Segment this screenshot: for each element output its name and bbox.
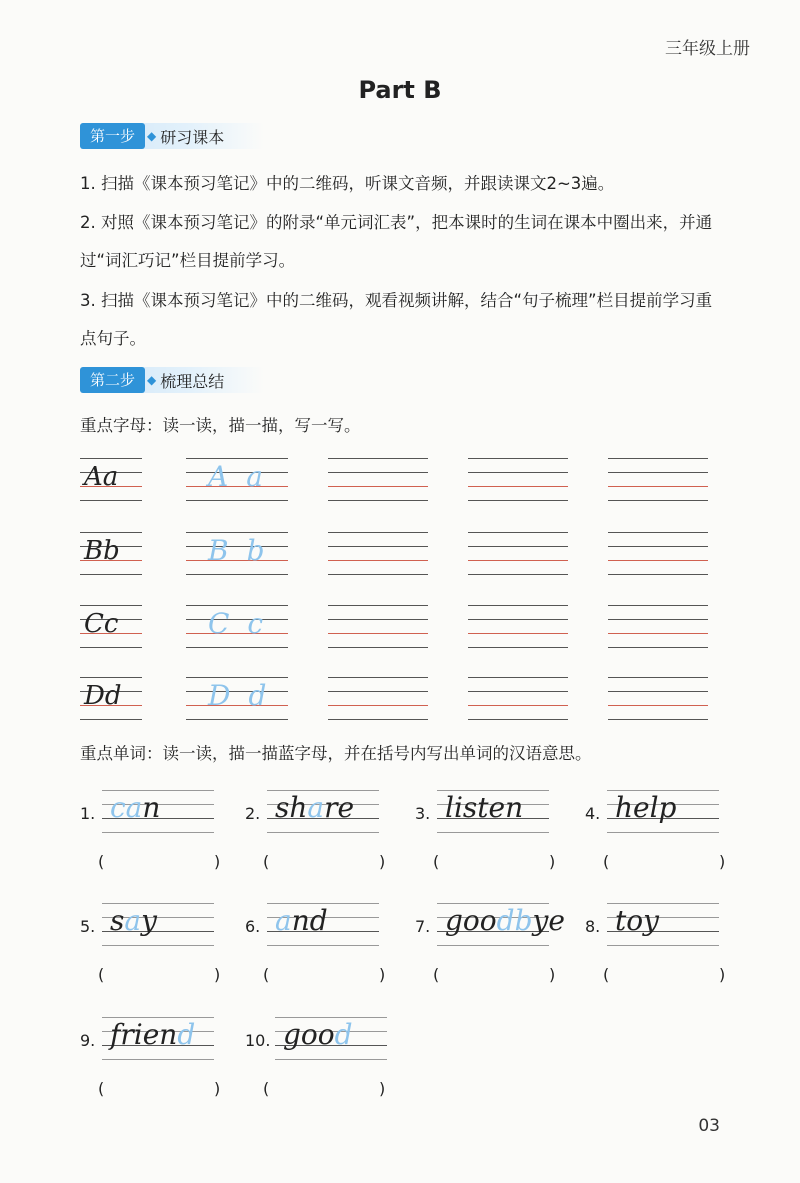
- word-black-part: ye: [532, 904, 565, 937]
- grid-line: [607, 832, 719, 833]
- answer-paren-left[interactable]: (: [603, 965, 610, 984]
- grid-line: [468, 546, 568, 547]
- word-number: 2.: [245, 804, 261, 823]
- grid-line: [80, 719, 142, 720]
- grid-line: [608, 619, 708, 620]
- trace-letters: Cc: [208, 607, 282, 640]
- grid-line: [328, 486, 428, 487]
- grid-line: [102, 1059, 214, 1060]
- practice-word: [615, 905, 659, 937]
- grid-line: [80, 647, 142, 648]
- word-black-part: y: [141, 904, 157, 937]
- grid-line: [468, 705, 568, 706]
- step2-number: 第二步: [80, 367, 145, 393]
- grid-line: [608, 486, 708, 487]
- trace-letters: Aa: [208, 460, 281, 493]
- word-black-part: goo: [445, 904, 497, 937]
- grid-line: [608, 472, 708, 473]
- grid-line: [328, 619, 428, 620]
- letter-grid[interactable]: [468, 532, 568, 574]
- grid-line: [186, 500, 288, 501]
- word-blue-part: a: [275, 904, 292, 937]
- practice-word: [615, 792, 676, 824]
- word-black-part: nd: [291, 904, 328, 937]
- word-black-part: re: [324, 791, 355, 824]
- grid-line: [608, 705, 708, 706]
- grid-line: [608, 677, 708, 678]
- grid-line: [468, 486, 568, 487]
- word-number: 8.: [585, 917, 601, 936]
- grid-line: [468, 677, 568, 678]
- word-black-part: listen: [445, 791, 524, 824]
- step1-number: 第一步: [80, 123, 145, 149]
- word-grid: [102, 1017, 214, 1059]
- grid-line: [468, 532, 568, 533]
- word-number: 7.: [415, 917, 431, 936]
- word-blue-part: db: [496, 904, 533, 937]
- grid-line: [80, 532, 142, 533]
- grid-line: [186, 605, 288, 606]
- letter-grid: [186, 605, 288, 647]
- answer-paren-right[interactable]: ): [549, 965, 556, 984]
- practice-word: [283, 1019, 353, 1051]
- grid-line: [267, 945, 379, 946]
- trace-letters: Bb: [208, 534, 283, 567]
- grid-line: [186, 719, 288, 720]
- grid-line: [102, 945, 214, 946]
- grid-line: [468, 458, 568, 459]
- answer-paren-right[interactable]: ): [719, 965, 726, 984]
- grid-line: [608, 532, 708, 533]
- letter-grid[interactable]: [328, 532, 428, 574]
- grid-line: [468, 500, 568, 501]
- word-blue-part: d: [334, 1018, 353, 1051]
- grid-line: [186, 574, 288, 575]
- grid-line: [328, 633, 428, 634]
- letter-grid: [186, 532, 288, 574]
- answer-paren-left[interactable]: (: [263, 1079, 270, 1098]
- grid-line: [328, 458, 428, 459]
- word-number: 9.: [80, 1031, 96, 1050]
- grid-line: [608, 560, 708, 561]
- answer-paren-left[interactable]: (: [433, 965, 440, 984]
- grid-line: [186, 677, 288, 678]
- grid-line: [608, 719, 708, 720]
- sample-letters: Bb: [84, 536, 120, 566]
- letter-grid: [80, 677, 142, 719]
- word-number: 3.: [415, 804, 431, 823]
- grid-line: [608, 500, 708, 501]
- word-blue-part: d: [177, 1018, 196, 1051]
- letter-grid[interactable]: [608, 605, 708, 647]
- grid-line: [80, 500, 142, 501]
- word-grid: [267, 790, 379, 832]
- grid-line: [468, 691, 568, 692]
- answer-paren-left[interactable]: (: [98, 852, 105, 871]
- step2-label: [80, 367, 264, 393]
- grid-line: [608, 691, 708, 692]
- practice-word: [275, 905, 328, 937]
- letter-grid[interactable]: [608, 532, 708, 574]
- grid-line: [80, 677, 142, 678]
- word-number: 5.: [80, 917, 96, 936]
- grid-line: [80, 605, 142, 606]
- answer-paren-left[interactable]: (: [433, 852, 440, 871]
- page-title: Part B: [358, 76, 442, 104]
- words-heading: 重点单词：读一读，描一描蓝字母，并在括号内写出单词的汉语意思。: [80, 744, 592, 763]
- word-grid: [607, 903, 719, 945]
- practice-word: [110, 1019, 195, 1051]
- step1-item-2: 2. 对照《课本预习笔记》的附录“单元词汇表”，把本课时的生词在课本中圈出来，并通过“词汇巧记”栏目提前学习。: [80, 213, 713, 270]
- word-grid: [102, 903, 214, 945]
- grid-line: [468, 633, 568, 634]
- grid-line: [328, 574, 428, 575]
- grid-line: [437, 832, 549, 833]
- word-black-part: s: [110, 904, 125, 937]
- letter-grid[interactable]: [608, 458, 708, 500]
- word-number: 10.: [245, 1031, 271, 1050]
- grid-line: [468, 472, 568, 473]
- grid-line: [608, 647, 708, 648]
- grid-line: [80, 574, 142, 575]
- grid-line: [437, 945, 549, 946]
- word-grid: [102, 790, 214, 832]
- practice-word: [110, 792, 160, 824]
- grid-line: [328, 647, 428, 648]
- grid-line: [328, 719, 428, 720]
- answer-paren-right[interactable]: ): [379, 1079, 386, 1098]
- sample-letters: Aa: [84, 462, 119, 492]
- word-black-part: n: [142, 791, 161, 824]
- grid-line: [186, 532, 288, 533]
- answer-paren-left[interactable]: (: [263, 965, 270, 984]
- grid-line: [468, 619, 568, 620]
- answer-paren-right[interactable]: ): [549, 852, 556, 871]
- grid-line: [80, 458, 142, 459]
- letter-grid[interactable]: [328, 458, 428, 500]
- word-grid: [275, 1017, 387, 1059]
- letter-grid[interactable]: [608, 677, 708, 719]
- letter-grid[interactable]: [328, 605, 428, 647]
- grid-line: [102, 832, 214, 833]
- word-black-part: help: [615, 791, 677, 824]
- step1-name: 研习课本: [160, 127, 225, 147]
- answer-paren-right[interactable]: ): [214, 852, 221, 871]
- letter-grid: [186, 677, 288, 719]
- word-grid: [607, 790, 719, 832]
- step1-label: [80, 123, 264, 149]
- letter-grid: [80, 605, 142, 647]
- answer-paren-left[interactable]: (: [98, 965, 105, 984]
- practice-word: [445, 792, 523, 824]
- practice-word: [275, 792, 354, 824]
- grid-line: [275, 1059, 387, 1060]
- letter-grid[interactable]: [468, 458, 568, 500]
- grid-line: [607, 945, 719, 946]
- diamond-icon: ◆: [147, 373, 157, 387]
- grid-line: [186, 458, 288, 459]
- grid-line: [328, 472, 428, 473]
- grid-line: [328, 560, 428, 561]
- grid-line: [468, 574, 568, 575]
- word-blue-part: a: [307, 791, 325, 824]
- word-grid: [437, 903, 565, 945]
- grid-line: [468, 605, 568, 606]
- answer-paren-right[interactable]: ): [379, 965, 386, 984]
- answer-paren-left[interactable]: (: [263, 852, 270, 871]
- answer-paren-left[interactable]: (: [98, 1079, 105, 1098]
- letter-grid[interactable]: [468, 605, 568, 647]
- grid-line: [328, 605, 428, 606]
- grid-line: [468, 647, 568, 648]
- grid-line: [608, 574, 708, 575]
- sample-letters: Cc: [84, 609, 119, 639]
- word-number: 1.: [80, 804, 96, 823]
- letter-grid: [80, 458, 142, 500]
- letter-grid[interactable]: [468, 677, 568, 719]
- practice-word: [445, 905, 565, 937]
- grid-line: [328, 677, 428, 678]
- word-black-part: toy: [615, 904, 659, 937]
- letter-grid[interactable]: [328, 677, 428, 719]
- diamond-icon: ◆: [147, 129, 157, 143]
- trace-letters: Dd: [208, 679, 285, 712]
- step1-item-1: 1. 扫描《课本预习笔记》中的二维码，听课文音频，并跟读课文2~3遍。: [80, 174, 615, 193]
- answer-paren-right[interactable]: ): [214, 965, 221, 984]
- word-black-part: sh: [275, 791, 308, 824]
- grid-line: [328, 532, 428, 533]
- answer-paren-right[interactable]: ): [379, 852, 386, 871]
- word-blue-part: ca: [110, 791, 143, 824]
- grid-line: [267, 832, 379, 833]
- word-black-part: goo: [283, 1018, 335, 1051]
- word-number: 6.: [245, 917, 261, 936]
- step2-name: 梳理总结: [160, 371, 225, 391]
- practice-word: [110, 905, 157, 937]
- answer-paren-left[interactable]: (: [603, 852, 610, 871]
- word-blue-part: a: [124, 904, 142, 937]
- grid-line: [328, 691, 428, 692]
- grid-line: [608, 633, 708, 634]
- grid-line: [328, 705, 428, 706]
- sample-letters: Dd: [84, 681, 122, 711]
- grade-label: 三年级上册: [665, 39, 750, 59]
- answer-paren-right[interactable]: ): [214, 1079, 221, 1098]
- word-black-part: frien: [110, 1018, 178, 1051]
- grid-line: [608, 458, 708, 459]
- answer-paren-right[interactable]: ): [719, 852, 726, 871]
- step1-item-3: 3. 扫描《课本预习笔记》中的二维码，观看视频讲解，结合“句子梳理”栏目提前学习重点句子。: [80, 291, 713, 348]
- letters-heading: 重点字母：读一读，描一描，写一写。: [80, 416, 361, 435]
- grid-line: [468, 560, 568, 561]
- grid-line: [608, 605, 708, 606]
- grid-line: [328, 500, 428, 501]
- word-number: 4.: [585, 804, 601, 823]
- word-grid: [437, 790, 549, 832]
- grid-line: [328, 546, 428, 547]
- page-number: 03: [698, 1116, 720, 1136]
- letter-grid: [80, 532, 142, 574]
- grid-line: [608, 546, 708, 547]
- grid-line: [468, 719, 568, 720]
- letter-grid: [186, 458, 288, 500]
- grid-line: [186, 647, 288, 648]
- word-grid: [267, 903, 379, 945]
